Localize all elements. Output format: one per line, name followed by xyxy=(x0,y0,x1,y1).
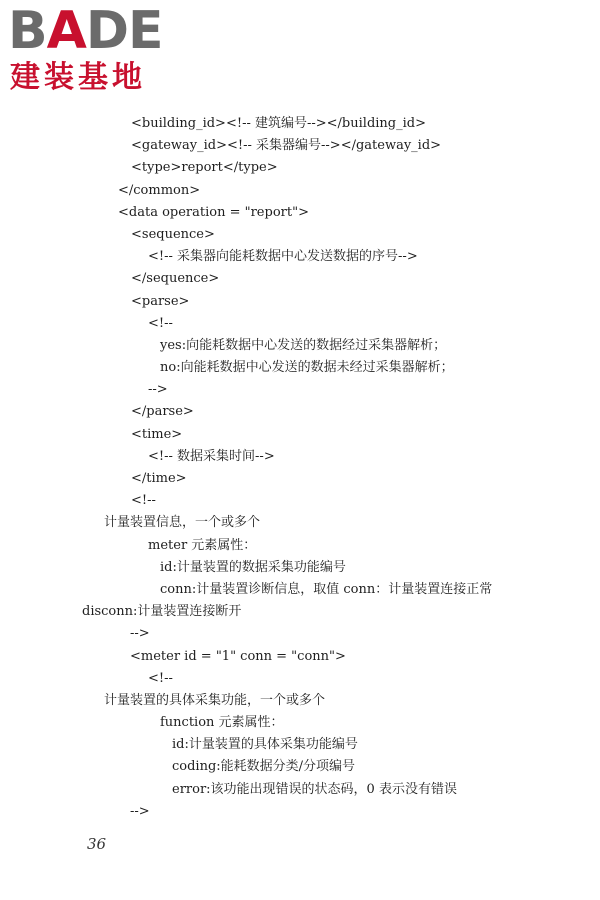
code-line: no:向能耗数据中心发送的数据未经过采集器解析； xyxy=(160,360,454,376)
code-line: <!-- xyxy=(148,315,173,331)
logo-subtitle: 建装基地 xyxy=(10,60,146,95)
logo-wordmark: BADE xyxy=(8,1,163,61)
code-line: error:该功能出现错误的状态码，0 表示没有错误 xyxy=(172,781,457,797)
code-line: --> xyxy=(148,382,168,398)
code-line: <!-- 数据采集时间--> xyxy=(148,448,275,464)
code-line: </sequence> xyxy=(131,271,220,287)
code-line: </parse> xyxy=(131,404,194,420)
code-line: --> xyxy=(130,803,150,819)
code-line: <!-- 采集器向能耗数据中心发送数据的序号--> xyxy=(148,249,418,265)
code-line: coding:能耗数据分类/分项编号 xyxy=(172,759,356,775)
code-line: <sequence> xyxy=(131,226,215,242)
code-line: <building_id><!-- 建筑编号--></building_id> xyxy=(131,116,426,131)
code-line: <type>report</type> xyxy=(131,160,278,176)
code-line: <gateway_id><!-- 采集器编号--></gateway_id> xyxy=(131,138,442,154)
code-line: 计量装置信息，一个或多个 xyxy=(104,515,261,531)
code-line: <!-- xyxy=(131,493,156,509)
code-line: <time> xyxy=(131,426,183,442)
code-line: <data operation = "report"> xyxy=(118,204,309,220)
xml-code-block xyxy=(0,113,600,823)
code-line: function 元素属性： xyxy=(160,715,284,731)
code-line: id:计量装置的具体采集功能编号 xyxy=(172,737,358,753)
code-line: </time> xyxy=(131,471,187,486)
code-line: id:计量装置的数据采集功能编号 xyxy=(160,559,346,575)
code-line: 计量装置的具体采集功能，一个或多个 xyxy=(104,692,326,708)
code-line: meter 元素属性： xyxy=(148,537,257,553)
code-line: --> xyxy=(130,626,150,642)
code-line: disconn:计量装置连接断开 xyxy=(82,604,242,620)
code-line: yes:向能耗数据中心发送的数据经过采集器解析； xyxy=(160,337,447,353)
code-line: </common> xyxy=(118,182,201,198)
code-line: conn:计量装置诊断信息，取值 conn：计量装置连接正常 xyxy=(160,581,493,597)
bade-logo xyxy=(8,1,178,96)
code-line: <!-- xyxy=(148,670,173,686)
code-line: <parse> xyxy=(131,293,190,309)
page-number: 36 xyxy=(87,835,107,853)
code-line: <meter id = "1" conn = "conn"> xyxy=(130,648,346,664)
